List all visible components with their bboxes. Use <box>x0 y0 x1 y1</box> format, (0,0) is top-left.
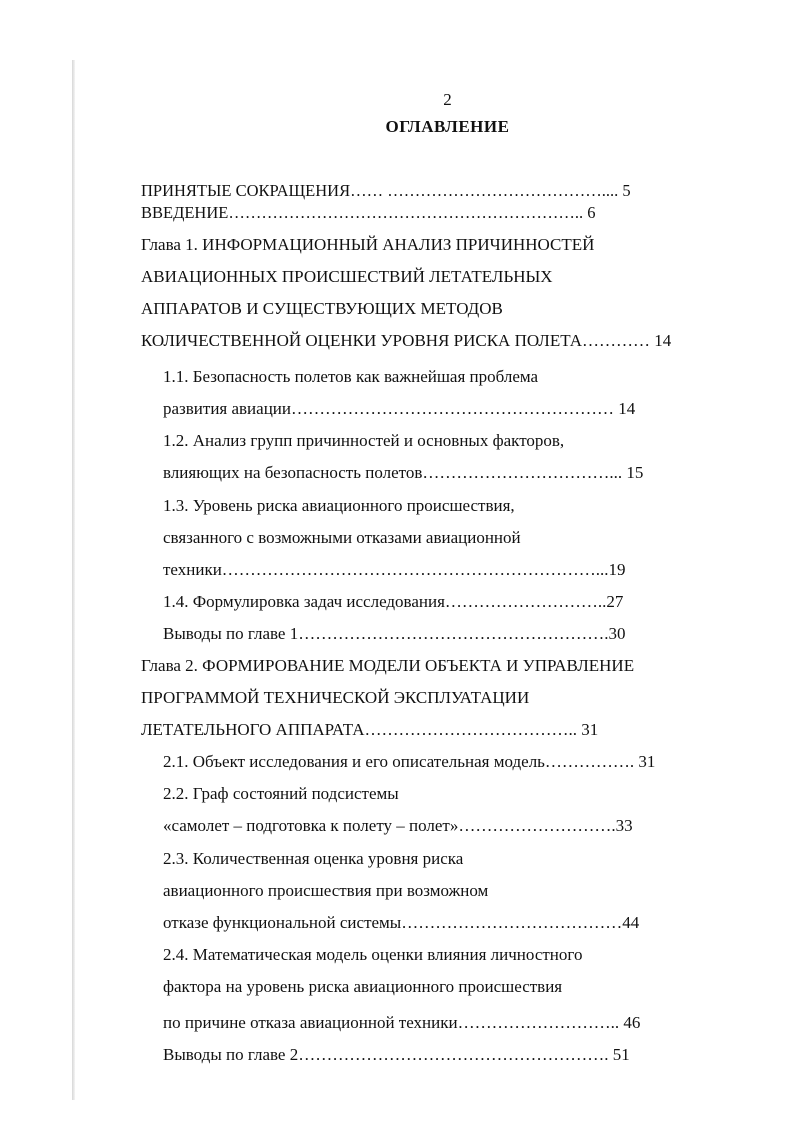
toc-line: по причине отказа авиационной техники……………………….. 46 <box>163 1013 641 1032</box>
toc-line: ВВЕДЕНИЕ……………………………………………………….. 6 <box>141 203 596 222</box>
toc-line: АППАРАТОВ И СУЩЕСТВУЮЩИХ МЕТОДОВ <box>141 299 503 318</box>
toc-line: 2.1. Объект исследования и его описательная модель……………. 31 <box>163 752 656 771</box>
toc-line: отказе функциональной системы…………………………………44 <box>163 913 640 932</box>
toc-line: КОЛИЧЕСТВЕННОЙ ОЦЕНКИ УРОВНЯ РИСКА ПОЛЕТА………… 14 <box>141 331 672 350</box>
toc-line: 1.2. Анализ групп причинностей и основных факторов, <box>163 431 565 450</box>
page-title: ОГЛАВЛЕНИЕ <box>385 117 510 136</box>
toc-line: Выводы по главе 2………………………………………………. 51 <box>163 1045 630 1064</box>
toc-line: Глава 1. ИНФОРМАЦИОННЫЙ АНАЛИЗ ПРИЧИННОСТЕЙ <box>141 235 595 254</box>
toc-line: ЛЕТАТЕЛЬНОГО АППАРАТА……………………………….. 31 <box>141 720 599 739</box>
toc-line: «самолет – подготовка к полету – полет»……………………….33 <box>163 816 633 835</box>
toc-line: фактора на уровень риска авиационного происшествия <box>163 977 563 996</box>
toc-line: Глава 2. ФОРМИРОВАНИЕ МОДЕЛИ ОБЪЕКТА И УПРАВЛЕНИЕ <box>141 656 635 675</box>
toc-line: техники…………………………………………………………...19 <box>163 560 626 579</box>
toc-line: 2.3. Количественная оценка уровня риска <box>163 849 464 868</box>
toc-line: АВИАЦИОННЫХ ПРОИСШЕСТВИЙ ЛЕТАТЕЛЬНЫХ <box>141 267 553 286</box>
toc-line: 2.2. Граф состояний подсистемы <box>163 784 399 803</box>
toc-line: авиационного происшествия при возможном <box>163 881 489 900</box>
toc-line: ПРИНЯТЫЕ СОКРАЩЕНИЯ…… ………………………………….... 5 <box>141 181 631 200</box>
toc-line: Выводы по главе 1……………………………………………….30 <box>163 624 626 643</box>
toc-line: 1.4. Формулировка задач исследования………………………..27 <box>163 592 624 611</box>
toc-line: влияющих на безопасность полетов……………………………... 15 <box>163 463 644 482</box>
toc-line: ПРОГРАММОЙ ТЕХНИЧЕСКОЙ ЭКСПЛУАТАЦИИ <box>141 688 530 707</box>
toc-line: 1.1. Безопасность полетов как важнейшая проблема <box>163 367 539 386</box>
toc-line: развития авиации………………………………………………… 14 <box>163 399 636 418</box>
toc-line: 1.3. Уровень риска авиационного происшествия, <box>163 496 515 515</box>
scan-edge <box>72 60 75 1100</box>
toc-line: связанного с возможными отказами авиационной <box>163 528 521 547</box>
toc-line: 2.4. Математическая модель оценки влияния личностного <box>163 945 583 964</box>
page-number: 2 <box>443 90 452 109</box>
